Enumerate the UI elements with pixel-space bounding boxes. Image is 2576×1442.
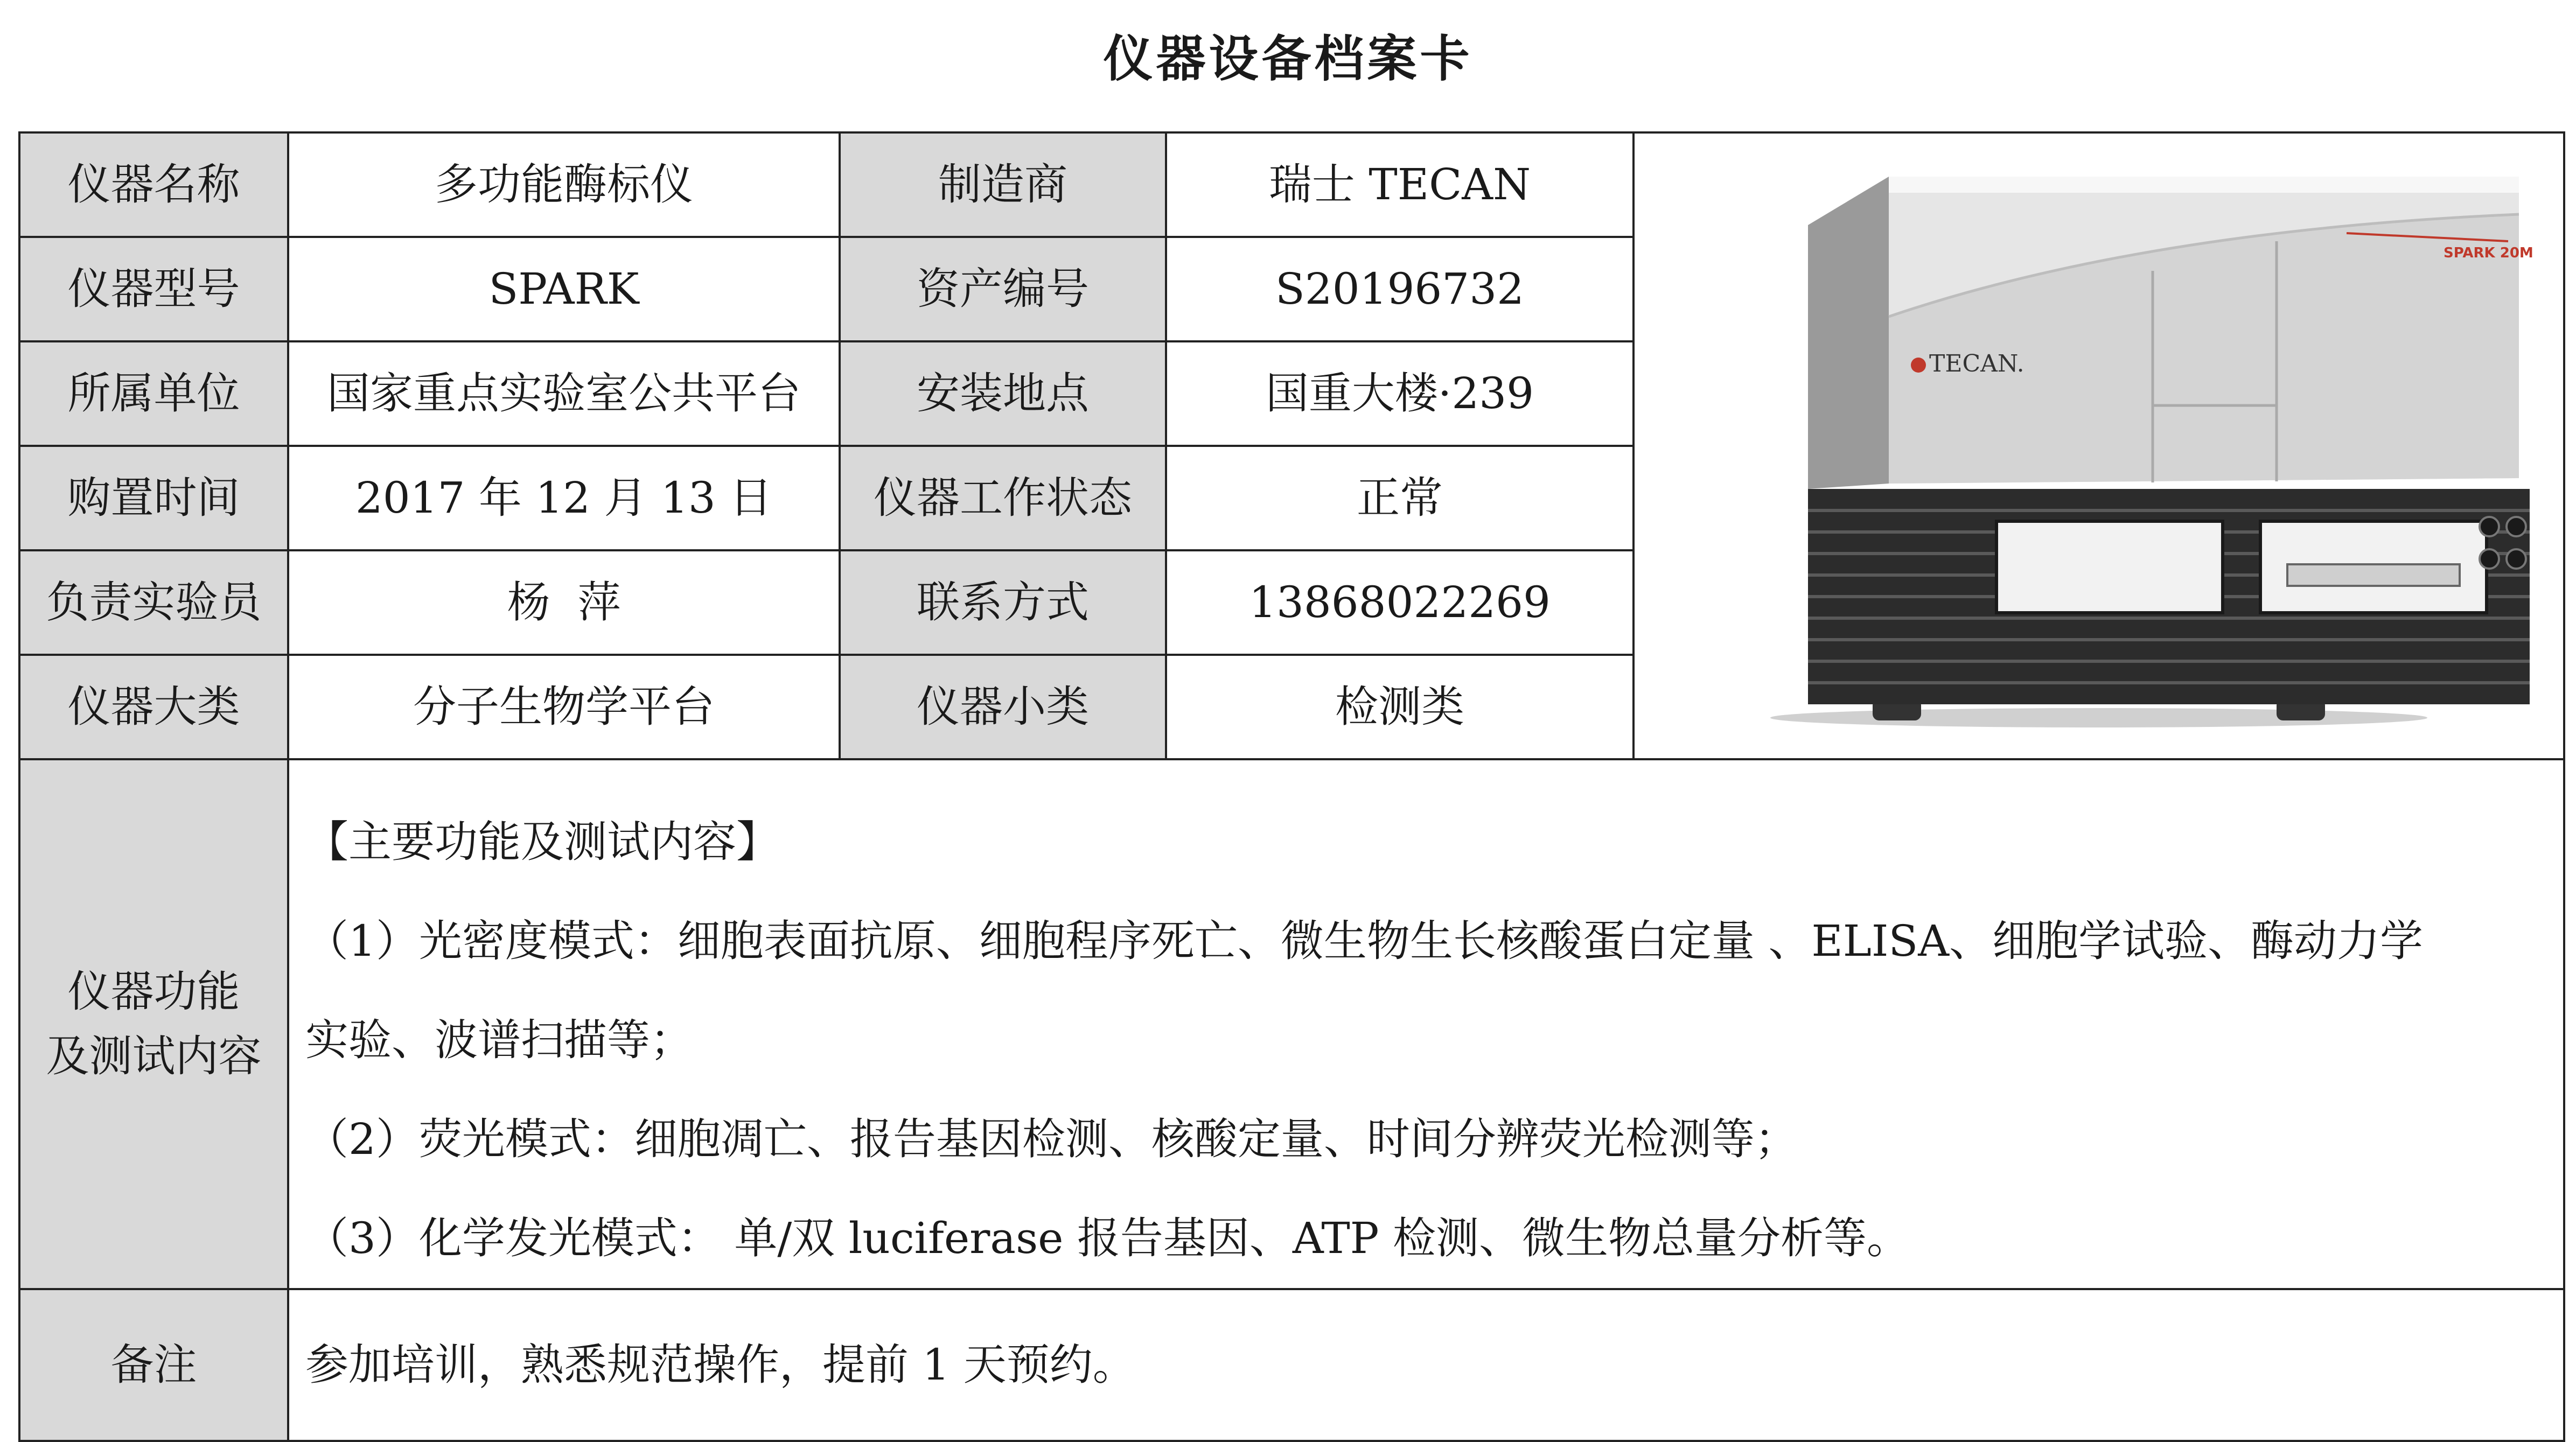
table-row	[19, 132, 2564, 237]
value-status: 正常	[1166, 446, 1633, 550]
value-subcategory: 检测类	[1166, 655, 1633, 759]
function-label-line1: 仪器功能	[67, 967, 240, 1017]
label-model: 仪器型号	[19, 237, 288, 341]
function-heading: 【主要功能及测试内容】	[305, 817, 779, 867]
value-instrument-name: 多功能酶标仪	[288, 132, 840, 237]
value-staff: 杨 萍	[288, 550, 840, 655]
function-line-3: （3）化学发光模式： 单/双 luciferase 报告基因、ATP 检测、微生物总量分析等。	[305, 1213, 1910, 1263]
label-category: 仪器大类	[19, 655, 288, 759]
function-content	[288, 759, 2564, 1289]
notes-text: 参加培训，熟悉规范操作，提前 1 天预约。	[288, 1289, 2564, 1441]
equipment-card-table	[18, 131, 2565, 1442]
value-model: SPARK	[288, 237, 840, 341]
value-department: 国家重点实验室公共平台	[288, 341, 840, 446]
page-title: 仪器设备档案卡	[1103, 30, 1473, 88]
label-purchase-date: 购置时间	[19, 446, 288, 550]
label-notes: 备注	[19, 1289, 288, 1441]
instrument-photo	[1633, 132, 2564, 759]
model-badge: SPARK 20M	[2444, 245, 2533, 261]
function-label-line2: 及测试内容	[46, 1031, 262, 1081]
brand-logo: TECAN.	[1929, 350, 2025, 377]
value-contact: 13868022269	[1166, 550, 1633, 655]
label-staff: 负责实验员	[19, 550, 288, 655]
label-department: 所属单位	[19, 341, 288, 446]
plate-reader-image	[1711, 155, 2533, 737]
label-instrument-name: 仪器名称	[19, 132, 288, 237]
function-line-1-cont: 实验、波谱扫描等；	[305, 1015, 693, 1065]
value-manufacturer: 瑞士 TECAN	[1166, 132, 1633, 237]
value-purchase-date: 2017 年 12 月 13 日	[288, 446, 840, 550]
value-location: 国重大楼·239	[1166, 341, 1633, 446]
label-contact: 联系方式	[840, 550, 1166, 655]
table-row	[19, 759, 2564, 1289]
label-asset-number: 资产编号	[840, 237, 1166, 341]
label-function	[19, 759, 288, 1289]
function-line-2: （2）荧光模式：细胞凋亡、报告基因检测、核酸定量、时间分辨荧光检测等；	[305, 1114, 1798, 1164]
label-subcategory: 仪器小类	[840, 655, 1166, 759]
table-row	[19, 1289, 2564, 1441]
value-asset-number: S20196732	[1166, 237, 1633, 341]
function-line-1: （1）光密度模式：细胞表面抗原、细胞程序死亡、微生物生长核酸蛋白定量 、ELISA、细胞学试验、酶动力学	[305, 916, 2424, 966]
label-manufacturer: 制造商	[840, 132, 1166, 237]
label-location: 安装地点	[840, 341, 1166, 446]
label-status: 仪器工作状态	[840, 446, 1166, 550]
value-category: 分子生物学平台	[288, 655, 840, 759]
